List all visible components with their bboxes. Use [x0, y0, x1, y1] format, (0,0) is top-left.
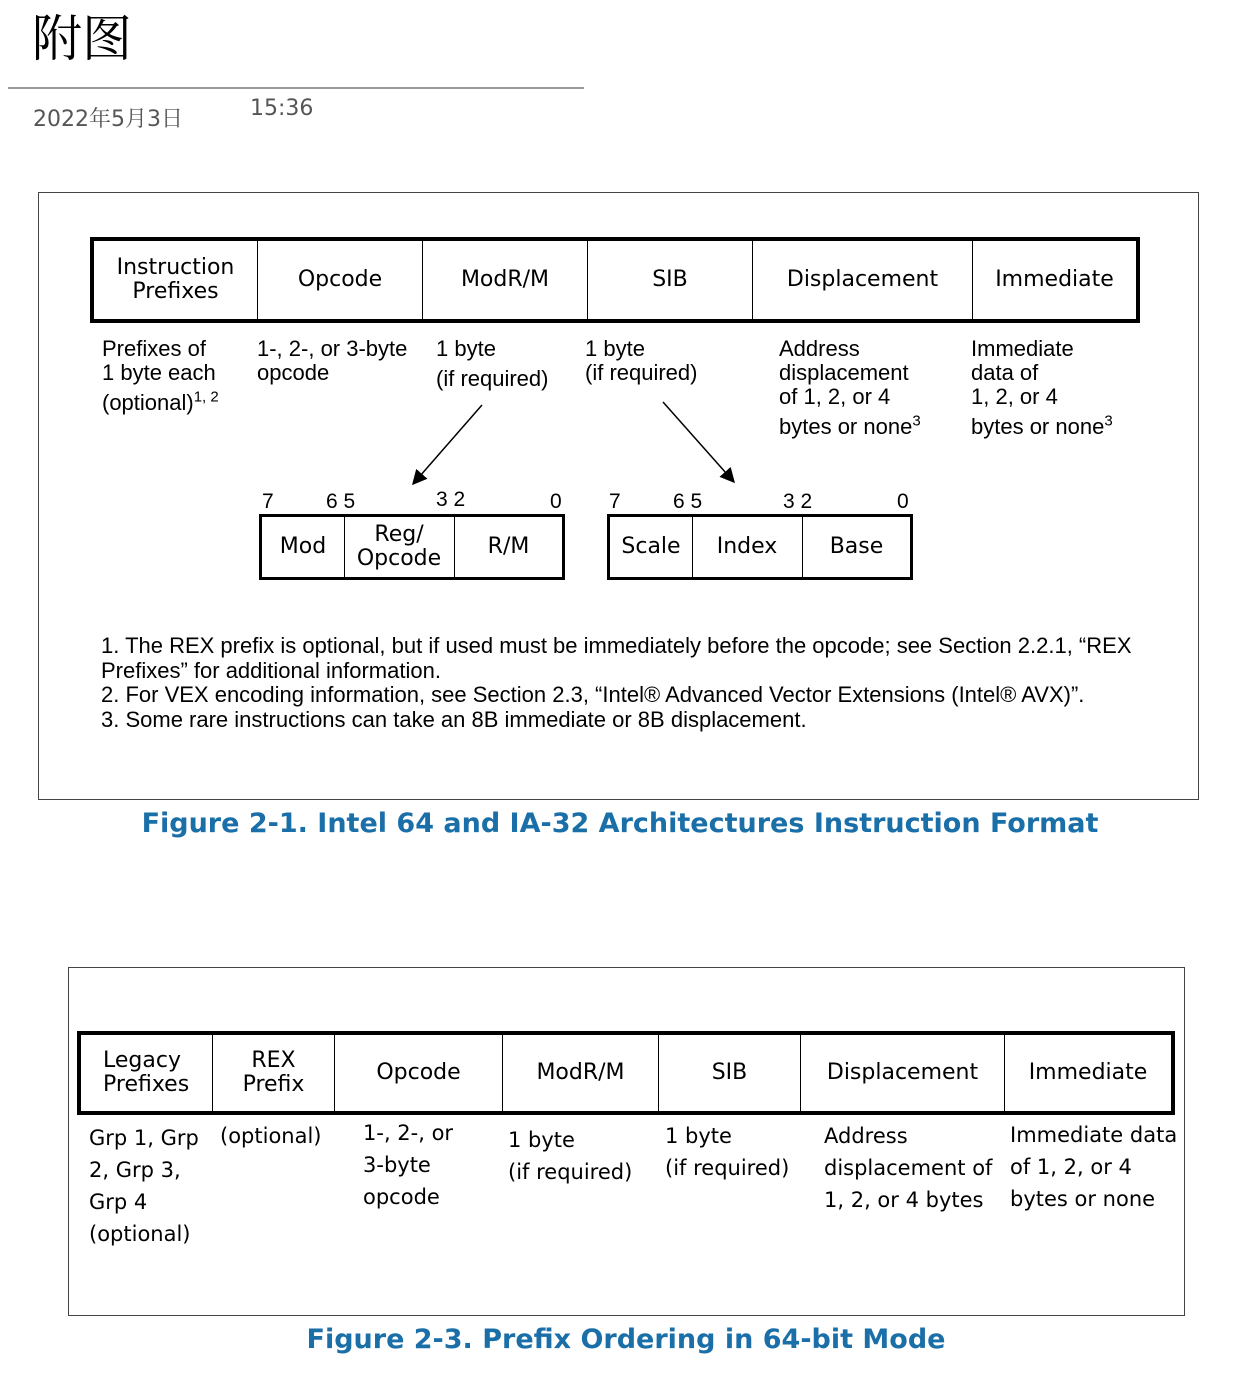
field-rex-prefix [213, 1035, 334, 1111]
desc-line: Address [779, 336, 860, 361]
sib-scale: Scale [621, 534, 681, 559]
field-label: Displacement [786, 267, 939, 292]
desc-line: Immediate data [1010, 1123, 1178, 1147]
desc-line: Address [824, 1124, 908, 1148]
footnote-ref: 3 [1104, 412, 1113, 430]
footnote: 1. The REX prefix is optional, but if used must be immediately before the opcode; see Section 2.2.1, “REX Prefixes” for additional information. [101, 633, 1132, 683]
field-modrm: ModR/M [536, 1060, 625, 1085]
bit-label: 7 [262, 490, 274, 513]
bit-label: 0 [550, 490, 562, 513]
desc-line: 3-byte [363, 1153, 431, 1177]
desc-line: (if required) [436, 366, 549, 391]
field-label: Reg/ [374, 522, 424, 547]
footnote-ref: 3 [912, 412, 921, 430]
desc-line: Grp 4 [89, 1190, 148, 1214]
figure-2-1-caption: Figure 2-1. Intel 64 and IA-32 Architectures Instruction Format [141, 808, 1099, 839]
desc-line: bytes or none [1010, 1187, 1156, 1211]
field-label: SIB [652, 267, 688, 292]
field-label: Opcode [356, 546, 442, 571]
sib-index: Index [716, 534, 778, 559]
field-label: Instruction Prefixes [116, 255, 235, 304]
field-displacement: Displacement [826, 1060, 979, 1085]
bit-label: 6 5 [326, 490, 356, 513]
desc-sib [665, 1120, 789, 1184]
desc-text: (optional) [102, 390, 194, 415]
desc-line: 1, 2, or 4 bytes [824, 1188, 984, 1212]
desc-immediate [1010, 1119, 1177, 1215]
field-label: Legacy [103, 1048, 181, 1073]
desc-text: bytes or none [971, 414, 1105, 439]
bit-label: 3 2 [783, 490, 813, 513]
desc-line: 1, 2, or 4 [971, 384, 1058, 409]
field-label: Opcode [297, 267, 383, 292]
desc-line: (if required) [665, 1156, 790, 1180]
page-time: 15:36 [250, 96, 314, 121]
desc-line: (if required) [508, 1160, 633, 1184]
desc-line: of 1, 2, or 4 [1010, 1155, 1132, 1179]
desc-displacement [824, 1120, 992, 1216]
desc-line: 1 byte [508, 1128, 575, 1152]
figure-2-3-caption: Figure 2-3. Prefix Ordering in 64-bit Mode [306, 1324, 946, 1355]
desc-line: (optional) [220, 1124, 322, 1148]
bit-label: 7 [609, 490, 621, 513]
desc-line: (optional) [89, 1222, 191, 1246]
arrow-sib-expansion [663, 402, 734, 482]
desc-line: Prefixes of [102, 336, 206, 361]
desc-line: 1 byte [665, 1124, 732, 1148]
field-label: ModR/M [460, 267, 550, 292]
bit-label: 0 [897, 490, 909, 513]
field-immediate: Immediate [1028, 1060, 1148, 1085]
field-label: Prefix [242, 1072, 305, 1097]
desc-line: (if required) [585, 360, 698, 385]
desc-line: 1-, 2-, or 3-byte [257, 336, 408, 361]
desc-text: bytes or none [779, 414, 913, 439]
arrow-modrm-expansion [413, 405, 482, 484]
desc-line: data of [971, 360, 1039, 385]
desc-line: opcode [257, 360, 330, 385]
bit-label: 6 5 [673, 490, 703, 513]
desc-line: displacement of [824, 1156, 993, 1180]
field-label: Immediate [995, 267, 1114, 292]
desc-line: 1 byte [585, 336, 645, 361]
modrm-byte-box [259, 514, 565, 580]
field-legacy-prefixes [81, 1035, 212, 1111]
bit-label: 3 2 [436, 488, 466, 511]
modrm-mod: Mod [279, 534, 327, 559]
desc-line: 1 byte [436, 336, 496, 361]
desc-line: displacement [779, 360, 909, 385]
desc-line: Immediate [971, 336, 1074, 361]
page-date: 2022年5月3日 [33, 107, 183, 132]
figure-notes [101, 634, 1141, 732]
desc-opcode [363, 1117, 453, 1213]
field-label: Prefixes [103, 1072, 190, 1097]
sib-byte-box [607, 514, 913, 580]
sib-base: Base [829, 534, 884, 559]
modrm-reg-opcode [345, 517, 453, 577]
desc-line: 1 byte each [102, 360, 216, 385]
page-title: 附图 [32, 10, 132, 68]
desc-line: of 1, 2, or 4 [779, 384, 891, 409]
desc-line: opcode [363, 1185, 440, 1209]
footnote-ref: 1, 2 [193, 388, 219, 406]
field-label: REX [251, 1048, 296, 1073]
field-opcode: Opcode [376, 1060, 461, 1085]
field-sib: SIB [711, 1060, 748, 1085]
modrm-rm: R/M [487, 534, 530, 559]
desc-line: 1-, 2-, or [363, 1121, 454, 1145]
desc-rex-prefix [220, 1120, 322, 1152]
footnote: 2. For VEX encoding information, see Section 2.3, “Intel® Advanced Vector Extensions (Intel® AVX)”. [101, 682, 1085, 707]
footnote: 3. Some rare instructions can take an 8B immediate or 8B displacement. [101, 706, 807, 732]
desc-line: 2, Grp 3, [89, 1158, 181, 1182]
desc-modrm [508, 1124, 632, 1188]
prefix-ordering-bar [77, 1031, 1175, 1115]
desc-line: Grp 1, Grp [89, 1126, 199, 1150]
desc-legacy-prefixes [89, 1122, 199, 1250]
